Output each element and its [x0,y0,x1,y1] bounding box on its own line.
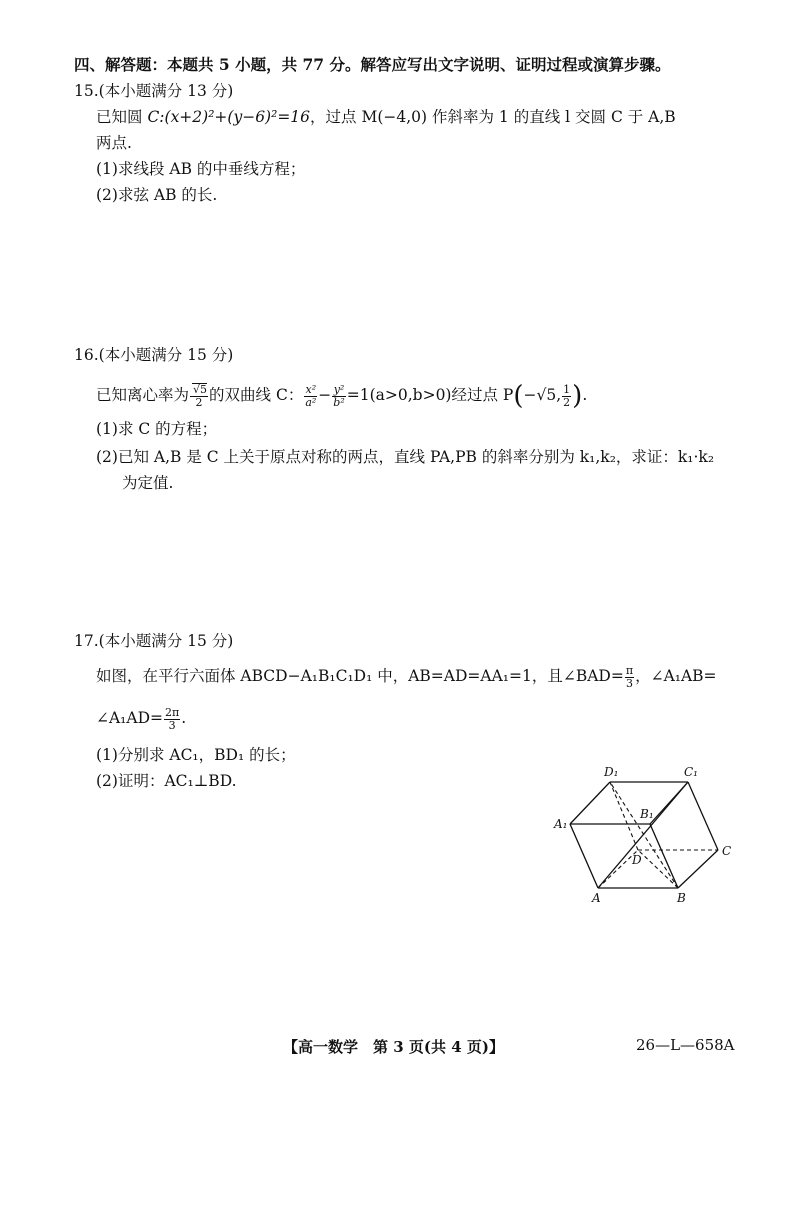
edge-A1-D1 [570,782,610,824]
pi-over-3-fraction: $\frac{\pi}{3}$ [625,663,634,690]
problem-16-part-1: (1)求 C 的方程； [96,420,218,438]
problem-16-part-2-cont: 为定值. [122,474,174,492]
section-heading: 四、解答题：本题共 5 小题，共 77 分。解答应写出文字说明、证明过程或演算步骤。 [74,55,671,74]
hidden-diagonal-B-D1 [610,782,678,888]
label-A: A [592,891,601,905]
footer-page-info: 【高一数学 第 3 页(共 4 页)】 [283,1038,504,1056]
edge-B-B1 [650,824,678,888]
problem-number: 16. [74,346,99,364]
two-pi-over-3-fraction: $\frac{2\pi}{3}$ [165,705,180,732]
footer-code: 26—L—658A [636,1036,735,1054]
circle-equation: C:(x+2)²+(y−6)²=16 [147,108,311,126]
label-A1: A₁ [554,817,568,831]
problem-15-stem-line1: 已知圆 C:(x+2)²+(y−6)²=16，过点 M(−4,0) 作斜率为 1 的直线 l 交圆 C 于 A,B [96,108,676,126]
y-fraction: $\frac{\text{y²}}{\text{b²}}$ [333,382,345,409]
problem-15-part-1: (1)求线段 AB 的中垂线方程； [96,160,306,178]
label-D1: D₁ [604,765,619,779]
hidden-edge-D-D1 [610,782,638,850]
label-C1: C₁ [684,765,698,779]
eccentricity-fraction: $\frac{√5}{2}$ [190,383,208,409]
problem-number: 17. [74,632,99,650]
edge-C-C1 [688,782,718,850]
x-fraction: $\frac{\text{x²}}{\text{a²}}$ [305,382,317,409]
label-B: B [677,891,686,905]
label-C: C [722,844,732,858]
label-D: D [632,853,642,867]
problem-number: 15. [74,82,99,100]
problem-15 [74,80,233,102]
problem-17-stem-line1: 如图，在平行六面体 ABCD−A₁B₁C₁D₁ 中，AB=AD=AA₁=1，且∠BAD= $\frac{\pi}{3}$ ，∠A₁AB= [96,663,717,690]
hidden-diagonal-B-D [638,850,678,888]
problem-17-stem-line2: ∠A₁AD= $\frac{2\pi}{3}$ . [96,705,187,732]
edge-B-C [678,850,718,888]
problem-points: (本小题满分 15 分) [98,632,234,650]
problem-15-stem-line2: 两点. [96,134,132,152]
problem-17 [74,630,233,652]
problem-17-part-2: (2)证明：AC₁⊥BD. [96,772,237,790]
problem-16-part-2: (2)已知 A,B 是 C 上关于原点对称的两点，直线 PA,PB 的斜率分别为 k₁,k₂，求证：k₁·k₂ [96,448,715,466]
problem-points: (本小题满分 13 分) [98,82,234,100]
problem-16-stem: 已知离心率为 $\frac{√5}{2}$ 的双曲线 C： $\frac{\text{x²}}{\text{a²}}$ − $\frac{\text{y²}}{\text{b²}}$ =1(a>0,b>0)经过点 P(−√5, $\frac{1}{2}$ ). [96,381,588,411]
half-fraction: $\frac{1}{2}$ [563,382,571,409]
problem-16 [74,344,233,366]
problem-15-part-2: (2)求弦 AB 的长. [96,186,218,204]
problem-points: (本小题满分 15 分) [98,346,234,364]
problem-17-part-1: (1)分别求 AC₁，BD₁ 的长； [96,746,296,764]
edge-A-A1 [570,824,598,888]
diagonal-A-C1 [598,782,688,888]
label-B1: B₁ [640,807,654,821]
parallelepiped-figure [550,760,750,910]
